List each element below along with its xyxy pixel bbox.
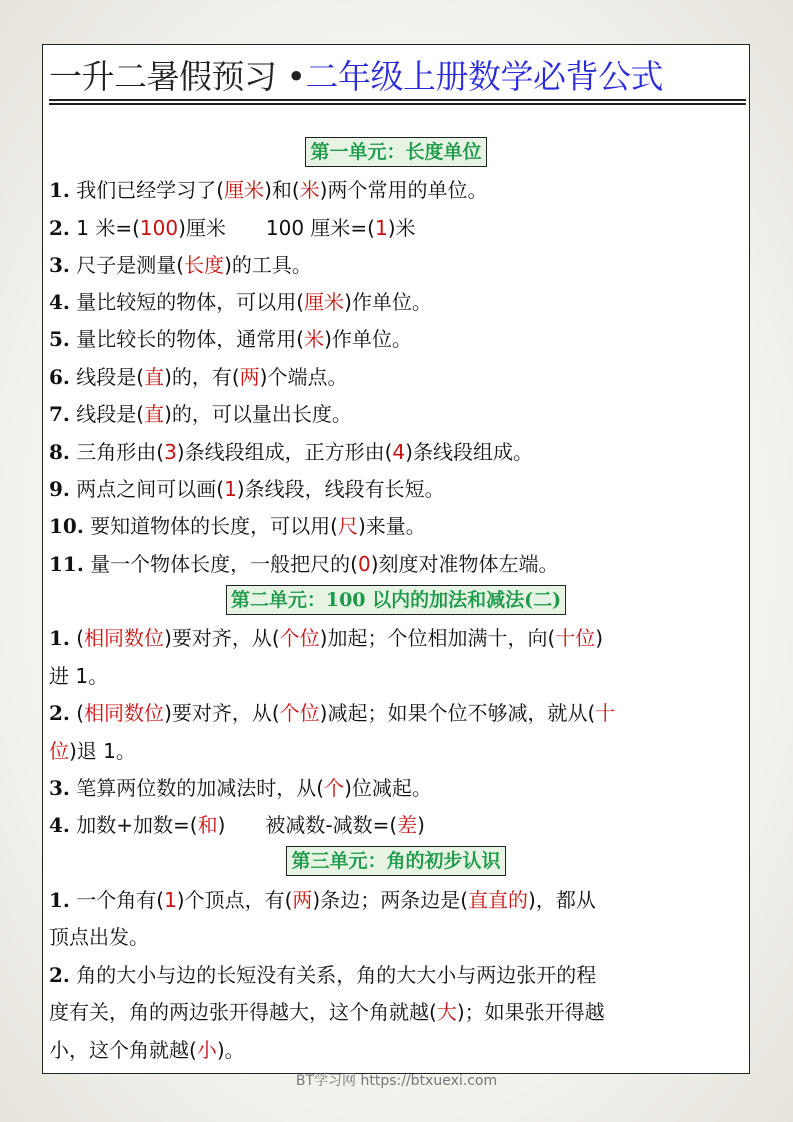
unit-heading-2: 第二单元：100 以内的加法和减法(二) [43,585,749,615]
title-prefix: 一升二暑假预习 • [49,57,306,96]
text-line [49,694,749,732]
answer-text: 厘米 [304,290,345,314]
item-number: 5. [49,327,70,351]
line-text: 1 米=( [69,216,140,240]
line-text: )条线段组成。 [405,440,533,464]
line-text: ) [595,626,604,650]
answer-text: 十位 [555,626,596,650]
answer-text: 两 [239,365,260,389]
answer-text: 0 [357,552,371,576]
text-line [49,320,749,358]
line-text: )退 1。 [69,739,136,763]
line-text: ( [69,701,85,725]
line-text: )的，有( [164,365,240,389]
line-text: 角的大小与边的长短没有关系，角的大大小与两边张开的程 [69,963,597,987]
answer-text: 长度 [184,253,225,277]
line-text: 量比较长的物体，通常用( [69,327,305,351]
line-text: ) [217,813,226,837]
answer-text: 两 [292,888,313,912]
answer-text: 小 [196,1038,217,1062]
line-text: 量一个物体长度，一般把尺的( [83,552,358,576]
answer-text: 1 [374,216,388,240]
answer-text: 4 [392,440,406,464]
line-text: )来量。 [357,514,426,538]
line-text: )减起；如果个位不够减，就从( [319,701,596,725]
text-line [49,283,749,321]
line-text: )条线段组成，正方形由( [176,440,393,464]
line-text: )的，可以量出长度。 [164,402,352,426]
text-line [49,806,749,844]
line-text: )刻度对准物体左端。 [370,552,559,576]
page-title [49,57,749,97]
line-text: )两个常用的单位。 [319,178,488,202]
item-number: 2. [49,701,70,725]
answer-text: 米 [304,327,325,351]
answer-text: 个位 [279,626,320,650]
item-number: 1. [49,626,70,650]
line-text: 一个角有( [69,888,165,912]
line-text: )加起；个位相加满十，向( [319,626,556,650]
line-text: 线段是( [69,365,145,389]
item-number: 4. [49,813,70,837]
text-line [49,470,749,508]
line-text: )作单位。 [324,327,412,351]
answer-text: 个位 [279,701,320,725]
item-number: 10. [49,514,84,538]
text-line [49,209,749,247]
answer-text: 厘米 [224,178,265,202]
line-text: )作单位。 [344,290,432,314]
line-text: )条线段，线段有长短。 [236,477,445,501]
text-line [49,358,749,396]
line-text: 线段是( [69,402,145,426]
answer-text: 直直的 [468,888,529,912]
line-text: 要知道物体的长度，可以用( [83,514,338,538]
answer-text: 1 [164,888,177,912]
text-line [49,881,749,919]
line-text: )的工具。 [224,253,312,277]
text-line [49,433,749,471]
answer-text: 相同数位 [84,626,165,650]
line-text: 小，这个角就越( [49,1038,197,1062]
line-text: ) [417,813,425,837]
answer-text: 位 [49,739,69,763]
line-text: 加数+加数=( [69,813,198,837]
title-main: 二年级上册数学必背公式 [305,57,663,96]
line-text: 三角形由( [69,440,165,464]
item-number: 7. [49,402,70,426]
item-number: 8. [49,440,70,464]
line-text: 笔算两位数的加减法时，从( [69,776,325,800]
text-line [49,545,749,583]
text-line [49,507,749,545]
line-text: 顶点出发。 [49,925,149,949]
line-text: 被减数-减数=( [265,813,398,837]
item-number: 2. [49,963,70,987]
text-line [49,918,749,956]
unit-heading-1: 第一单元：长度单位 [43,137,749,167]
line-text: )，都从 [528,888,596,912]
unit-heading-3: 第三单元：角的初步认识 [43,846,749,876]
line-text: )；如果张开得越 [456,1000,605,1024]
line-text: )要对齐，从( [164,701,280,725]
text-line [49,246,749,284]
line-text: )和( [264,178,300,202]
text-line [49,395,749,433]
item-number: 4. [49,290,70,314]
line-text: 我们已经学习了( [69,178,225,202]
answer-text: 大 [436,1000,457,1024]
text-line [49,619,749,657]
item-number: 2. [49,216,70,240]
line-text: )条边；两条边是( [312,888,469,912]
item-number: 3. [49,776,70,800]
text-line [49,993,749,1031]
line-text: )厘米 [178,216,226,240]
text-line [49,657,749,695]
line-text: 尺子是测量( [69,253,185,277]
text-line [49,956,749,994]
worksheet-page [42,44,750,1074]
line-text: )个端点。 [259,365,348,389]
answer-text: 3 [164,440,177,464]
answer-text: 个 [324,776,345,800]
answer-text: 米 [299,178,320,202]
answer-text: 100 [139,216,179,240]
line-text: 度有关，角的两边张开得越大，这个角就越( [49,1000,437,1024]
answer-text: 差 [397,813,418,837]
answer-text: 尺 [337,514,358,538]
line-text: 量比较短的物体，可以用( [69,290,305,314]
answer-text: 和 [197,813,218,837]
text-line [49,769,749,807]
site-footer: BT学习网 https://btxuexi.com [295,1073,498,1089]
answer-text: 十 [595,701,616,725]
item-number: 1. [49,178,70,202]
answer-text: 直 [144,365,165,389]
answer-text: 相同数位 [84,701,165,725]
title-underline [49,99,746,101]
item-number: 9. [49,477,70,501]
line-text: 两点之间可以画( [69,477,225,501]
line-text: 进 1。 [49,664,109,688]
line-text: )米 [387,216,416,240]
text-line [49,171,749,209]
line-text: )个顶点，有( [176,888,293,912]
text-line [49,732,749,770]
text-line [49,1031,749,1069]
line-text: 100 厘米=( [265,216,375,240]
line-text: ( [69,626,85,650]
line-text: )位减起。 [344,776,432,800]
item-number: 3. [49,253,70,277]
item-number: 1. [49,888,70,912]
item-number: 6. [49,365,70,389]
line-text: )要对齐，从( [164,626,280,650]
answer-text: 直 [144,402,165,426]
title-underline [49,103,746,105]
line-text: )。 [216,1038,245,1062]
item-number: 11. [49,552,84,576]
answer-text: 1 [224,477,237,501]
